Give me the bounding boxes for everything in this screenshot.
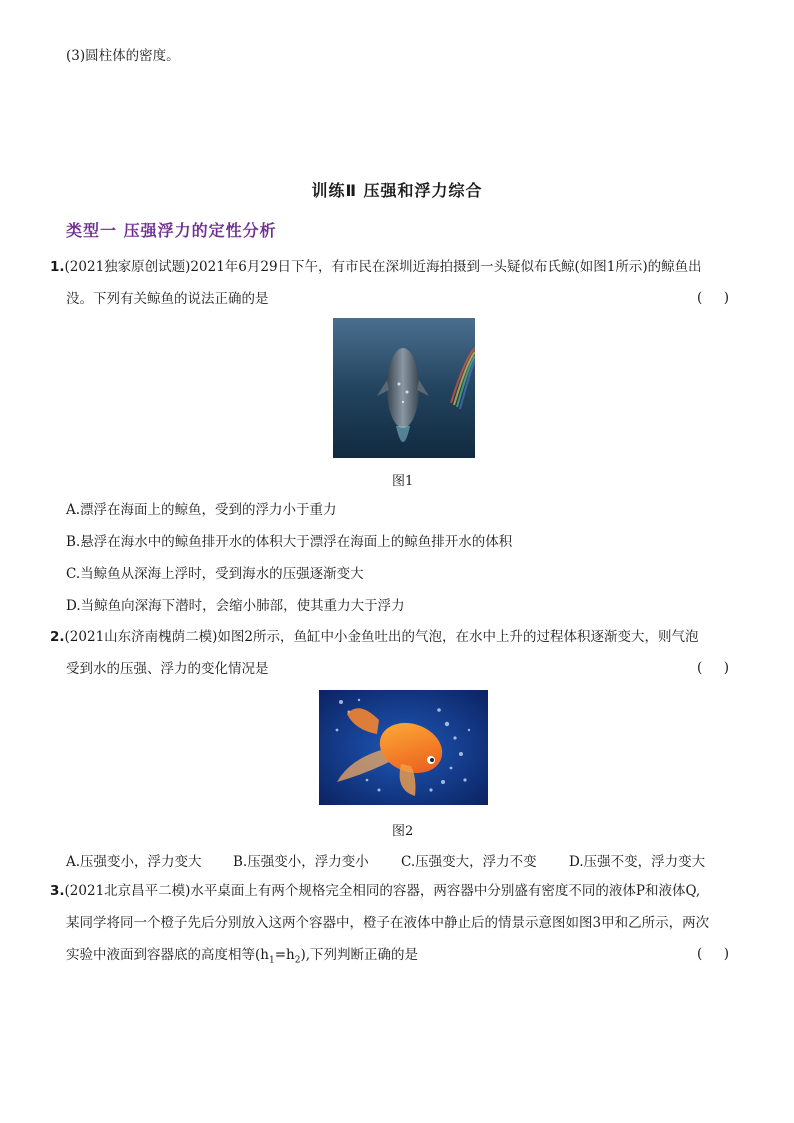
previous-question-part: (3)圆柱体的密度。 bbox=[66, 48, 180, 64]
question-2-option-d: D.压强不变，浮力变大 bbox=[569, 854, 706, 870]
question-2-text-1: (2021山东济南槐荫二模)如图2所示，鱼缸中小金鱼吐出的气泡，在水中上升的过程体积逐渐变大，则气泡 bbox=[64, 629, 699, 645]
subscript-2: 2 bbox=[294, 955, 301, 966]
figure-1-caption: 图1 bbox=[392, 474, 414, 489]
question-2-text-2: 受到水的压强、浮力的变化情况是 bbox=[66, 661, 269, 677]
question-3-answer-paren: ( ) bbox=[697, 946, 729, 962]
question-3-text-3b: ),下列判断正确的是 bbox=[300, 947, 419, 963]
question-3-text-2: 某同学将同一个橙子先后分别放入这两个容器中，橙子在液体中静止后的情景示意图如图3甲和乙所示，两次 bbox=[66, 915, 710, 931]
subscript-1: 1 bbox=[268, 955, 275, 966]
type-heading: 类型一 压强浮力的定性分析 bbox=[66, 221, 277, 240]
question-2-option-c: C.压强变大，浮力不变 bbox=[401, 854, 537, 870]
whale-image bbox=[333, 318, 475, 458]
question-1-text-1: (2021独家原创试题)2021年6月29日下午，有市民在深圳近海拍摄到一头疑似布氏鲸(如图1所示)的鲸鱼出 bbox=[64, 259, 702, 275]
question-1-option-a: A.漂浮在海面上的鲸鱼，受到的浮力小于重力 bbox=[66, 502, 337, 518]
question-2-option-b: B.压强变小，浮力变小 bbox=[233, 854, 369, 870]
question-3-equals: =h bbox=[274, 947, 295, 963]
question-1-number: 1. bbox=[50, 259, 65, 275]
question-2-line-1 bbox=[50, 628, 699, 646]
goldfish-image bbox=[319, 690, 488, 805]
question-1-option-c: C.当鲸鱼从深海上浮时，受到海水的压强逐渐变大 bbox=[66, 566, 364, 582]
question-1-option-b: B.悬浮在海水中的鲸鱼排开水的体积大于漂浮在海面上的鲸鱼排开水的体积 bbox=[66, 534, 513, 550]
question-3-text-1: (2021北京昌平二模)水平桌面上有两个规格完全相同的容器，两容器中分别盛有密度不同的液体P和液体Q, bbox=[64, 883, 701, 899]
question-2-answer-paren: ( ) bbox=[697, 660, 729, 676]
question-2-number: 2. bbox=[50, 629, 65, 645]
figure-2-caption: 图2 bbox=[392, 824, 414, 839]
question-1-line-1 bbox=[50, 258, 702, 276]
question-2-options-row bbox=[66, 850, 705, 870]
question-1-text-2: 没。下列有关鲸鱼的说法正确的是 bbox=[66, 291, 269, 307]
question-1-option-d: D.当鲸鱼向深海下潜时，会缩小肺部，使其重力大于浮力 bbox=[66, 598, 405, 614]
section-title: 训练Ⅱ 压强和浮力综合 bbox=[311, 181, 483, 200]
question-3-text-3 bbox=[66, 946, 418, 970]
figure-2-goldfish-photo bbox=[319, 690, 488, 805]
question-3-number: 3. bbox=[50, 883, 65, 899]
question-3-text-3a: 实验中液面到容器底的高度相等(h bbox=[66, 947, 269, 963]
question-2-option-a: A.压强变小，浮力变大 bbox=[66, 854, 202, 870]
question-1-answer-paren: ( ) bbox=[697, 290, 729, 306]
question-3-line-1 bbox=[50, 882, 700, 900]
figure-1-whale-photo bbox=[333, 318, 475, 458]
